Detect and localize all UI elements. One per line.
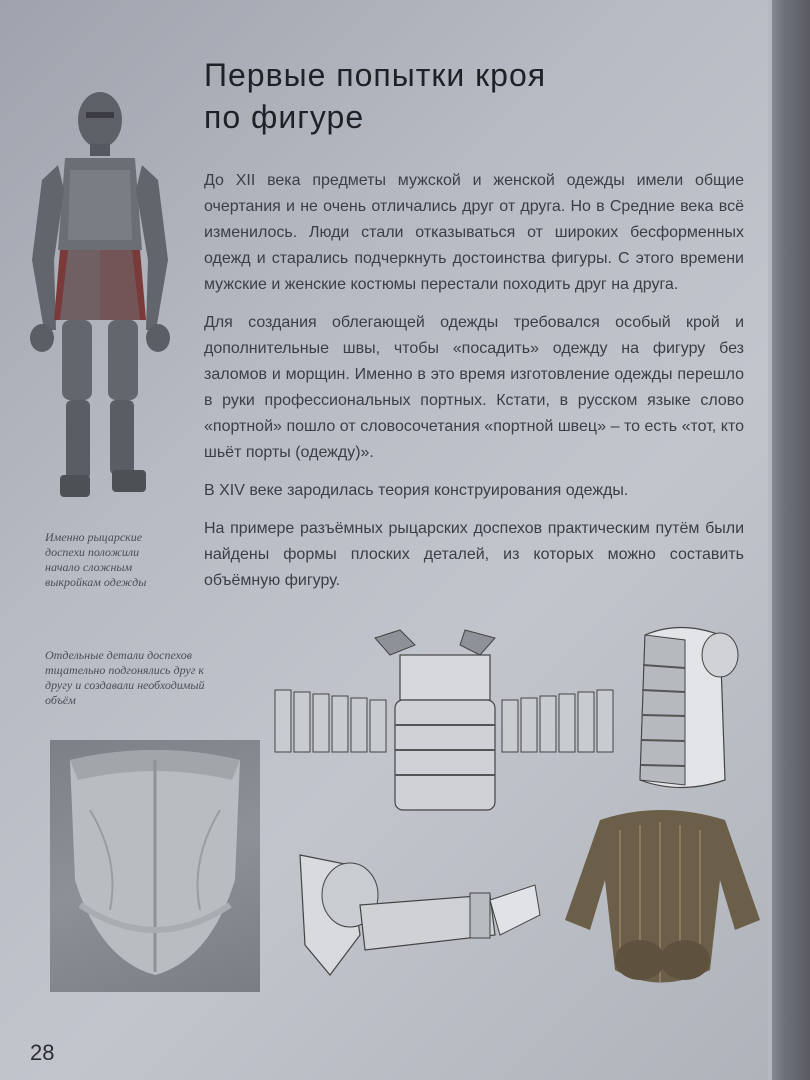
armor-details-caption: Отдельные детали доспехов тщательно подгонялись друг к другу и создавали необходимый объём xyxy=(45,648,205,707)
paragraph-4: На примере разъёмных рыцарских доспехов практическим путём были найдены формы плоских деталей, из которых можно составить объёмную фигуру. xyxy=(204,520,744,589)
title-line-2: по фигуре xyxy=(204,99,365,135)
paragraph-3: В XIV веке зародилась теория конструирования одежды. xyxy=(204,482,629,499)
paragraph-2: Для создания облегающей одежды требовался особый крой и дополнительные швы, чтобы «посадить» одежду на фигуру без заломов и морщин. Именно в это время изготовление одежды перешло в руки профессиональных портных. Кстати, в русском языке слово «портной» пошло от словосочетания «портной швец» – то есть «тот, кто шьёт порты (одежду)». xyxy=(204,314,744,461)
padded-doublet-image xyxy=(560,800,765,995)
page-edge xyxy=(768,0,810,1080)
page-number: 28 xyxy=(30,1040,55,1065)
knight-armor-image xyxy=(20,80,180,510)
title-line-1: Первые попытки кроя xyxy=(204,57,547,93)
paragraph-1: До XII века предметы мужской и женской одежды имели общие очертания и не очень отличались друг от друга. Но в Средние века всё изменилось. Люди стали отказываться от широких бесформенных одежд и старались подчеркнуть достоинства фигуры. С этого времени мужские и женские костюмы перестали походить друг на друга. xyxy=(204,172,744,293)
arm-armor-drawing xyxy=(290,845,545,995)
armor-caption: Именно рыцарские доспехи положили начало сложным выкройкам одежды xyxy=(45,530,147,589)
breastplate-image xyxy=(50,740,260,992)
armor-torso-drawing xyxy=(625,620,740,795)
breastplate-photo xyxy=(50,740,260,992)
body-text xyxy=(204,168,744,606)
armor-flat-pattern-diagram xyxy=(270,620,615,820)
page-title xyxy=(204,54,664,138)
